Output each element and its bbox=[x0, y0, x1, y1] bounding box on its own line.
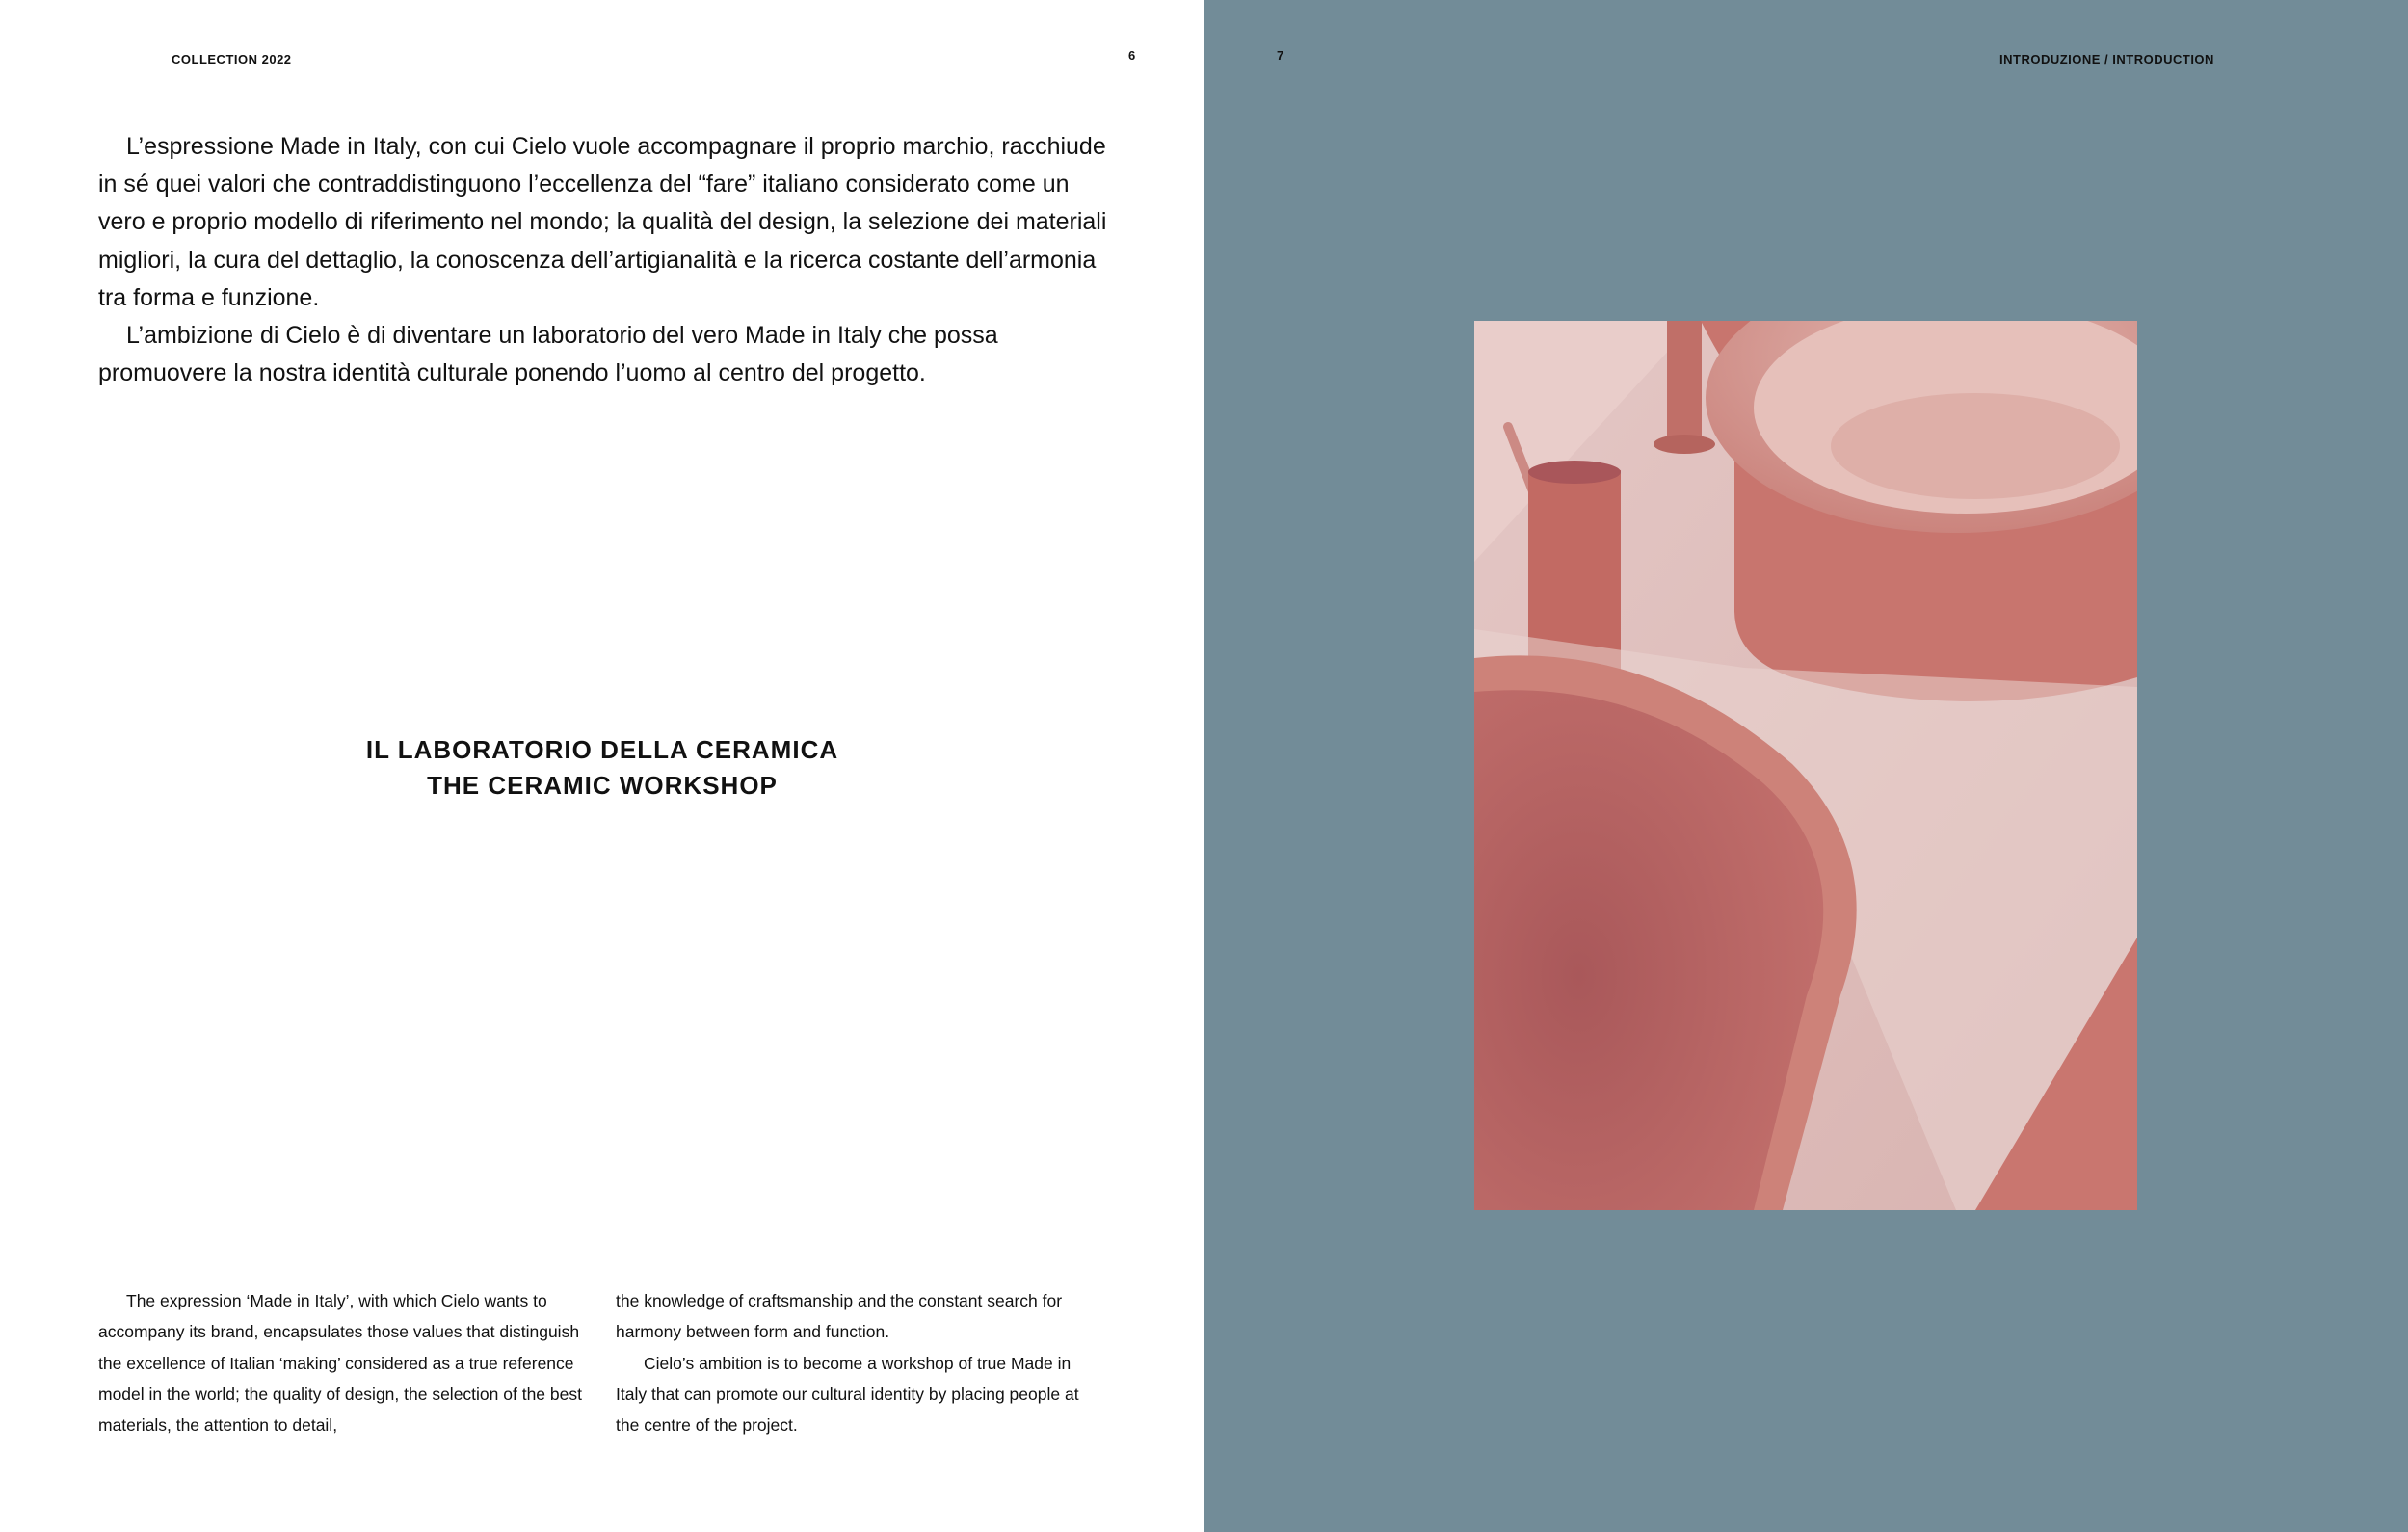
intro-english-column-1 bbox=[98, 1285, 590, 1440]
header-collection-title: COLLECTION 2022 bbox=[172, 52, 292, 66]
intro-english-column-2-text-2: Cielo’s ambition is to become a workshop of true Made in Italy that can promote our cultural identity by placing people at the centre of the project. bbox=[616, 1353, 1079, 1436]
header-section-title: INTRODUZIONE / INTRODUCTION bbox=[1999, 52, 2214, 66]
section-title bbox=[289, 732, 915, 804]
intro-english-column-2-text-1: the knowledge of craftsmanship and the constant search for harmony between form and function. bbox=[616, 1291, 1063, 1342]
page-number-left: 6 bbox=[1128, 48, 1136, 63]
intro-italian-paragraph-2: L’ambizione di Cielo è di diventare un laboratorio del vero Made in Italy che possa promuovere la nostra identità culturale ponendo l’uomo al centro del progetto. bbox=[98, 322, 998, 387]
product-photo bbox=[1474, 321, 2137, 1210]
intro-italian-paragraph-1: L’espressione Made in Italy, con cui Cielo vuole accompagnare il proprio marchio, racchiude in sé quei valori che contraddistinguono l’eccellenza del “fare” italiano considerato come un vero e proprio modello di riferimento nel mondo; la qualità del design, la selezione dei materiali migliori, la cura del dettaglio, la conoscenza dell’artigianalità e la ricerca costante dell’armonia tra forma e funzione. bbox=[98, 133, 1107, 311]
intro-italian-text bbox=[98, 128, 1120, 392]
page-number-right: 7 bbox=[1277, 48, 1284, 63]
section-title-english: THE CERAMIC WORKSHOP bbox=[427, 771, 778, 800]
intro-english-column-1-text: The expression ‘Made in Italy’, with which Cielo wants to accompany its brand, encapsulates those values that distinguish the excellence of Italian ‘making’ considered as a true reference model in the world; the quality of design, the selection of the best materials, the attention to detail, bbox=[98, 1291, 582, 1436]
intro-english-column-2 bbox=[616, 1285, 1098, 1440]
section-title-italian: IL LABORATORIO DELLA CERAMICA bbox=[365, 735, 839, 764]
